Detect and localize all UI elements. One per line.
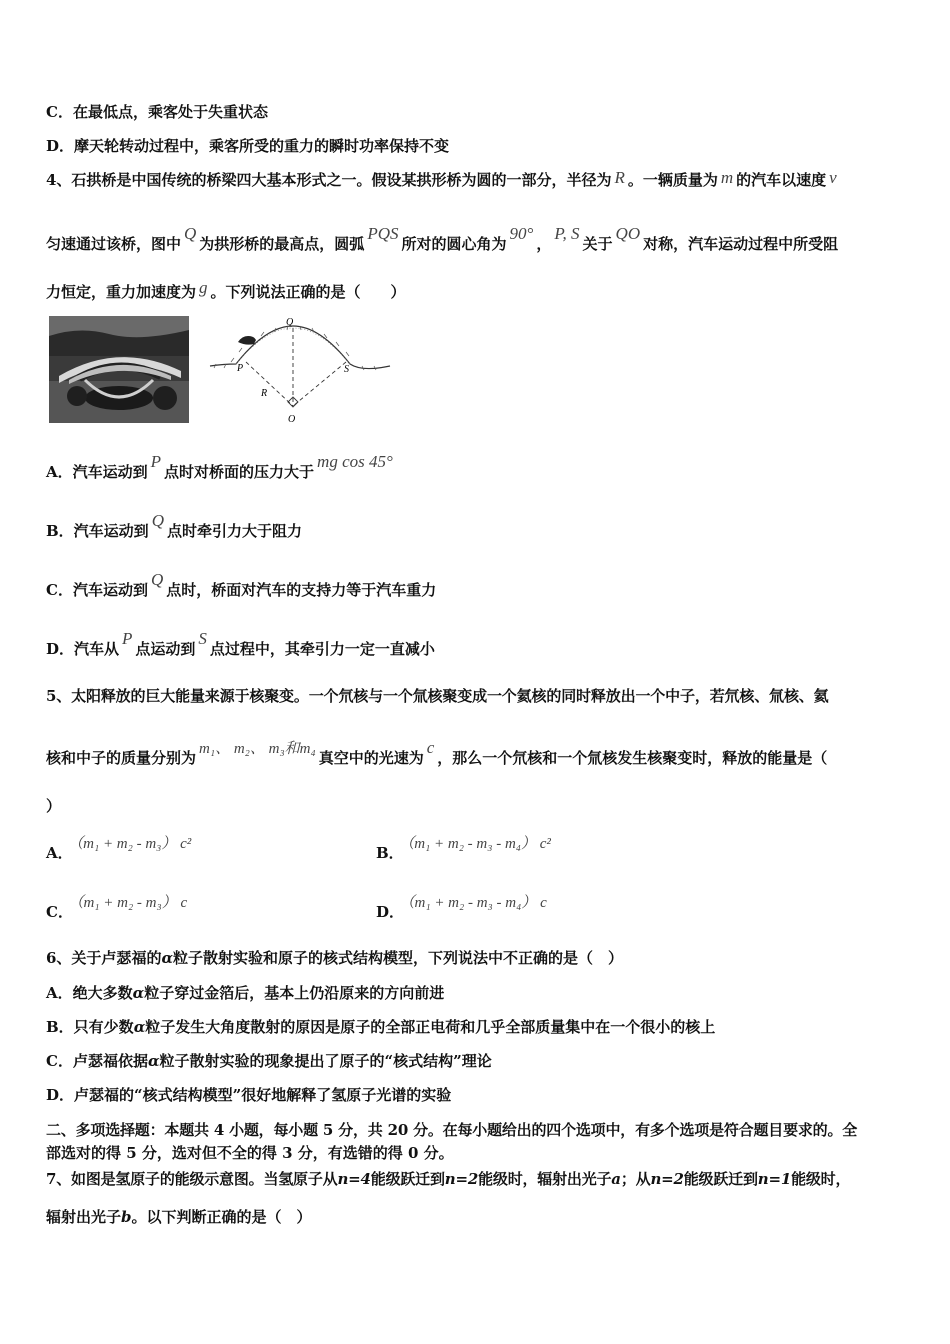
label-r: R [261,388,268,399]
label-s: S [344,364,349,375]
q4-option-d: D．汽车从P点运动到S点过程中，其牵引力一定一直减小 [46,629,435,658]
q6-option-c: C．卢瑟福依据α粒子散射实验的现象提出了原子的“核式结构”理论 [46,1052,492,1070]
q3-option-d: D．摩天轮转动过程中，乘客所受的重力的瞬时功率保持不变 [46,137,450,155]
stone-bridge-photo [49,316,189,423]
section-2-header-line-1: 二、多项选择题：本题共 4 小题，每小题 5 分，共 20 分。在每小题给出的四个选项中，有多个选项是符合题目要求的。全 [46,1121,858,1139]
q6-option-d: D．卢瑟福的“核式结构模型”很好地解释了氢原子光谱的实验 [46,1086,452,1104]
q4-stem-line-3: 力恒定，重力加速度为 g 。下列说法正确的是（ ） [46,278,406,301]
label-p: P [237,363,244,374]
arch-bridge-diagram [206,314,396,429]
q6-option-a: A．绝大多数α粒子穿过金箔后，基本上仍沿原来的方向前进 [46,984,445,1002]
q5-option-c: C． （m₁ + m₂ - m₃） c [46,895,188,921]
q5-stem-line-3: ） [46,797,62,815]
q4-stem-line-2: 匀速通过该桥，图中Q为拱形桥的最高点，圆弧PQS所对的圆心角为90°，P, S关于QO对称，汽车运动过程中所受阻 [46,224,839,253]
q5-option-b: B． （m₁ + m₂ - m₃ - m₄） c² [376,836,551,862]
q4-option-b: B．汽车运动到Q点时牵引力大于阻力 [46,511,302,540]
q5-stem-line-2: 核和中子的质量分别为 m₁、 m₂、 m₃和m₄ 真空中的光速为c，那么一个氘核和一个氚核发生核聚变时，释放的能量是（ [46,738,828,767]
q7-stem-line-1: 7、如图是氢原子的能级示意图。当氢原子从n=4能级跃迁到n=2能级时，辐射出光子a；从n=2能级跃迁到n=1能级时， [46,1170,851,1188]
q5-stem-line-1: 5、太阳释放的巨大能量来源于核聚变。一个氘核与一个氚核聚变成一个氦核的同时释放出一个中子，若氘核、氚核、氦 [46,687,829,705]
q6-stem: 6、关于卢瑟福的α粒子散射实验和原子的核式结构模型，下列说法中不正确的是（ ） [46,949,624,967]
section-2-header-line-2: 部选对的得 5 分，选对但不全的得 3 分，有选错的得 0 分。 [46,1144,454,1162]
label-q: Q [286,317,294,328]
q5-option-d: D． （m₁ + m₂ - m₃ - m₄） c [376,895,547,921]
q5-option-a: A． （m₁ + m₂ - m₃） c² [46,836,192,862]
label-o: O [288,414,296,425]
q4-stem-line-1: 4、石拱桥是中国传统的桥梁四大基本形式之一。假设某拱形桥为圆的一部分，半径为 R 。一辆质量为 m 的汽车以速度 v [46,168,837,189]
q6-option-b: B．只有少数α粒子发生大角度散射的原因是原子的全部正电荷和几乎全部质量集中在一个很小的核上 [46,1018,716,1036]
q4-option-c: C．汽车运动到Q点时，桥面对汽车的支持力等于汽车重力 [46,570,437,599]
q3-option-c: C．在最低点，乘客处于失重状态 [46,103,268,121]
q7-stem-line-2: 辐射出光子b。以下判断正确的是（ ） [46,1208,312,1226]
q4-option-a: A．汽车运动到P点时对桥面的压力大于mg cos 45° [46,452,393,481]
